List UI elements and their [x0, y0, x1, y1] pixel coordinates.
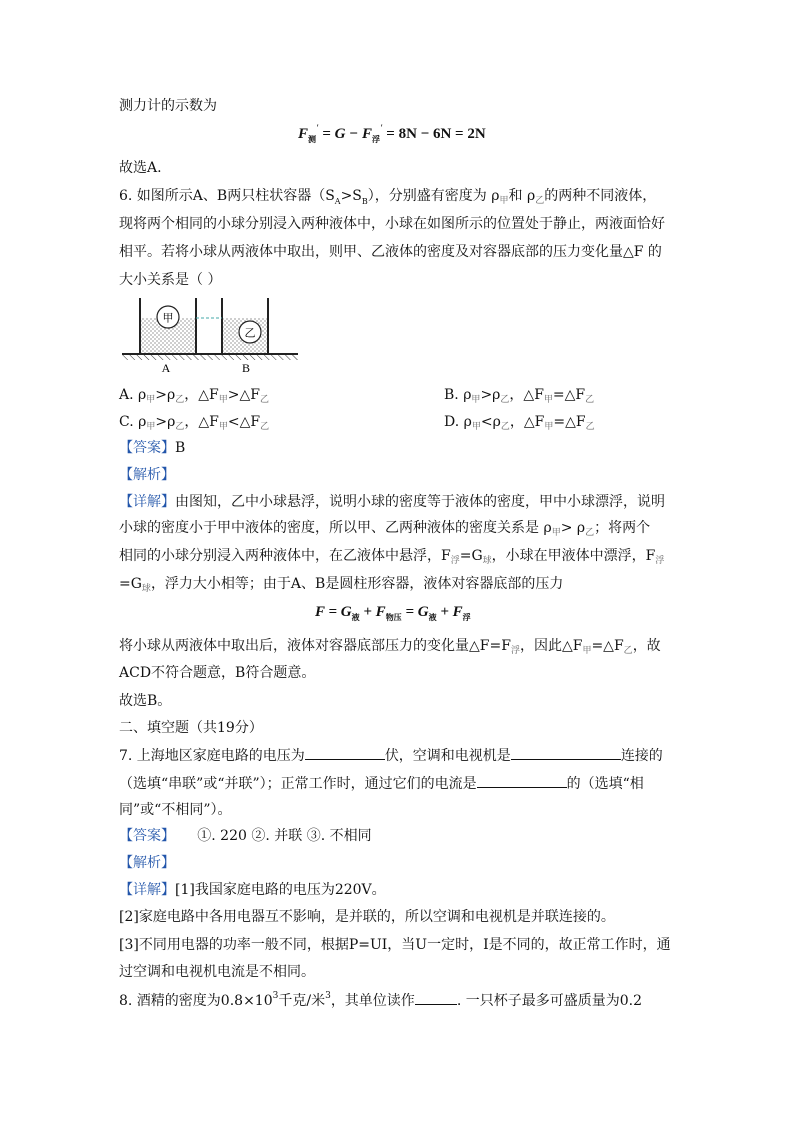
question-6-line: 大小关系是（ ）	[119, 272, 222, 288]
option-b: B. $\rho_甲>\rho_乙$，$\triangle F_甲=\triangle F_乙$	[444, 387, 595, 405]
blank-1[interactable]	[305, 745, 385, 760]
detail-6-line	[119, 492, 665, 512]
subscript: A	[334, 197, 341, 206]
blank-2[interactable]	[511, 745, 621, 760]
question-8-line: 8. 酒精的密度为$0.8\times 10^3$千克/米$^3$，其单位读作 . 一只杯子最多可盛质量为0.2	[119, 991, 642, 1009]
formula-subscript: 测	[308, 135, 317, 144]
detail-7-line: 过空调和电视机电流是不相同。	[119, 964, 315, 980]
formula-part: F	[298, 126, 309, 142]
answer-6	[119, 438, 185, 458]
detail-7-line: [3]不同用电器的功率一般不同，根据P=UI，当U一定时，I是不同的，故正常工作时，通	[119, 937, 671, 953]
text: 和 ρ	[508, 188, 536, 204]
question-6-line: 现将两个相同的小球分别浸入两种液体中，小球在如图所示的位置处于静止，两液面恰好	[119, 216, 665, 232]
formula-part: = G − F	[322, 126, 373, 142]
selection-6: 故选B。	[119, 693, 172, 709]
text: >S	[340, 188, 362, 204]
subscript: 乙	[535, 196, 545, 206]
subscript: B	[361, 197, 368, 206]
option-c: C. $\rho_甲>\rho_乙$，$\triangle F_甲<\triangle F_乙$	[119, 414, 270, 432]
ball-b-label: 乙	[244, 326, 256, 340]
detail-7-line: 【详解】[1]我国家庭电路的电压为220V。	[119, 882, 386, 898]
containers-figure	[120, 296, 300, 374]
detail-6-line: 相同的小球分别浸入两种液体中，在乙液体中悬浮，$F_浮=G_球$，小球在甲液体中漂浮，$F_浮$	[119, 548, 665, 566]
detail-6-line: $=G_球$，浮力大小相等；由于A、B是圆柱形容器，液体对容器底部的压力	[119, 576, 564, 594]
detail-6-line: 将小球从两液体中取出后，液体对容器底部压力的变化量$\triangle F=F_浮$，因此$\triangle F_甲=\triangle F_乙$，故	[119, 638, 661, 656]
question-6-line: 相平。若将小球从两液体中取出，则甲、乙液体的密度及对容器底部的压力变化量△F 的	[119, 244, 662, 260]
formula-part: = 8N − 6N = 2N	[386, 126, 486, 142]
formula-pressure: $F = G_液 + F_{物压} = G_液 + F_浮$	[315, 604, 471, 622]
analysis-label: 【解析】	[119, 467, 175, 483]
question-7-line: 7. 上海地区家庭电路的电压为 伏，空调和电视机是 连接的	[119, 745, 663, 766]
formula-reading: $F_测' = G - F_浮' = 8N - 6N = 2N$	[298, 123, 486, 144]
detail-label: 【详解】	[119, 494, 175, 510]
option-d: D. $\rho_甲<\rho_乙$，$\triangle F_甲=\triangle F_乙$	[444, 414, 595, 432]
answer-label: 【答案】	[119, 440, 175, 456]
analysis-label: 【解析】	[119, 855, 175, 871]
question-6-line	[119, 186, 656, 208]
blank-4[interactable]	[415, 990, 457, 1005]
formula-subscript: 浮	[372, 135, 381, 144]
blank-3[interactable]	[477, 773, 567, 788]
question-7-line: （选填“串联”或“并联”）；正常工作时，通过它们的电流是 的（选填“相	[119, 773, 644, 794]
text: 的两种不同液体，	[544, 188, 657, 204]
ball-a-label: 甲	[162, 311, 174, 325]
detail-6-line: ACD不符合题意，B符合题意。	[119, 665, 316, 681]
text-line: 故选A.	[119, 160, 162, 176]
label-b: B	[241, 361, 251, 374]
detail-6-line: 小球的密度小于甲中液体的密度，所以甲、乙两种液体的密度关系是 $\rho_甲> \rho_乙$；将两个	[119, 520, 651, 538]
option-a: A. $\rho_甲>\rho_乙$，$\triangle F_甲>\triangle F_乙$	[119, 387, 269, 405]
text: ），分别盛有密度为 ρ	[367, 188, 500, 204]
detail-7-line: [2]家庭电路中各用电器互不影响，是并联的，所以空调和电视机是并联连接的。	[119, 909, 615, 925]
answer-value: B	[175, 440, 186, 456]
label-a: A	[161, 361, 171, 374]
text: 6. 如图所示A、B两只柱状容器（S	[119, 188, 335, 204]
text: 由图知，乙中小球悬浮，说明小球的密度等于液体的密度，甲中小球漂浮，说明	[175, 494, 665, 510]
text-line: 测力计的示数为	[119, 98, 217, 114]
section-heading: 二、填空题（共19分）	[119, 720, 263, 736]
question-7-line: 同”或“不相同”）。	[119, 802, 232, 818]
subscript: 甲	[499, 196, 509, 206]
answer-7: 【答案】 ①. 220 ②. 并联 ③. 不相同	[119, 828, 372, 844]
